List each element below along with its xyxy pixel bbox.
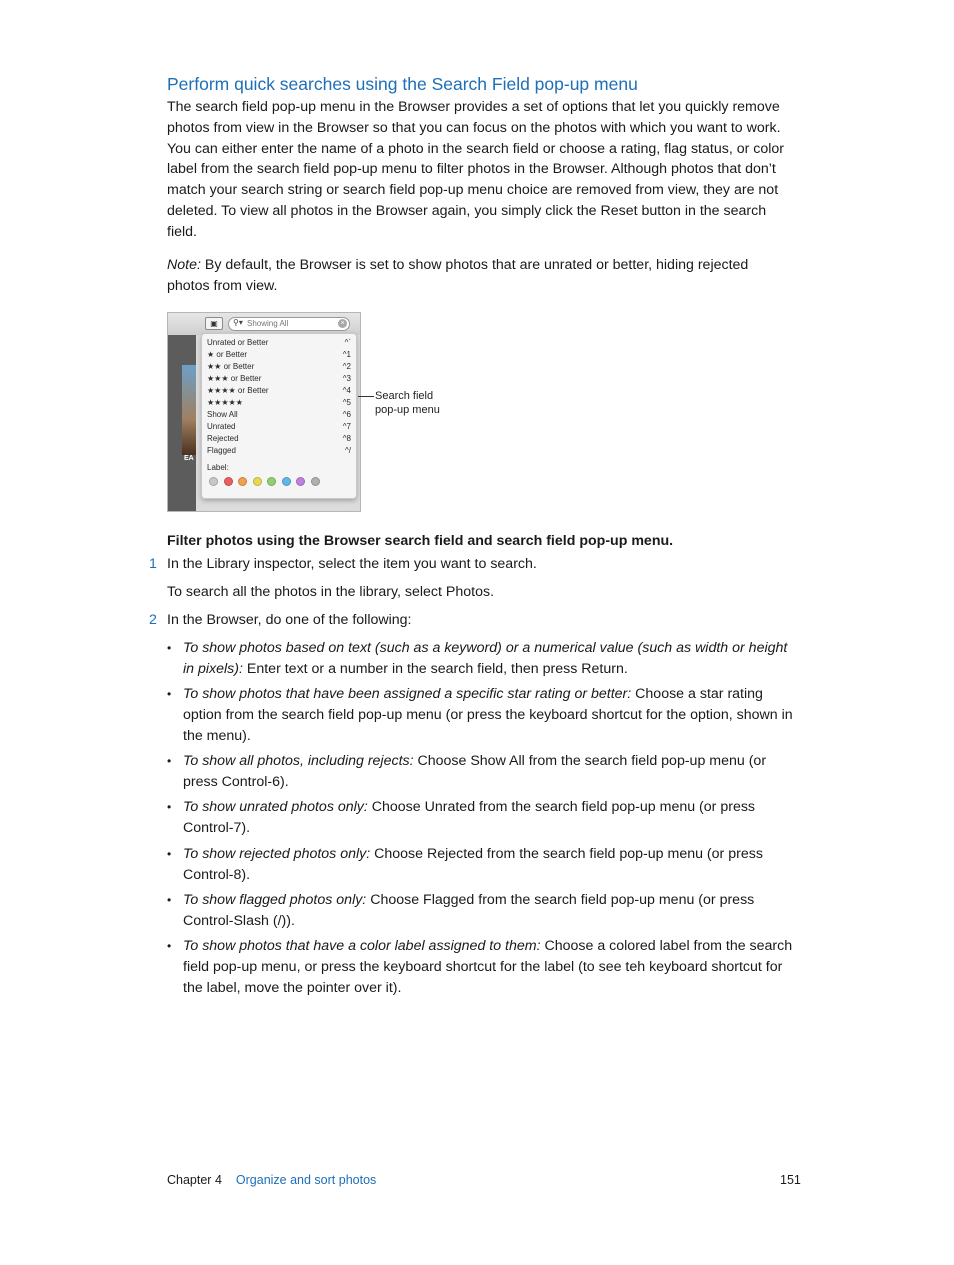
- option-item: [167, 797, 797, 839]
- option-item: [167, 751, 797, 793]
- search-field-text: Showing All: [247, 319, 289, 328]
- option-condition: To show photos based on text (such as a keyword) or a numerical value (such as width or height in pixels):: [183, 640, 788, 677]
- step-number: 2: [149, 612, 157, 628]
- menu-item[interactable]: [207, 349, 351, 361]
- bullet-marker: •: [167, 754, 172, 768]
- bullet-marker: •: [167, 800, 172, 814]
- callout-line-2: pop-up menu: [375, 404, 440, 416]
- menu-item-label: ★★ or Better: [207, 362, 255, 371]
- menu-item-label: Unrated: [207, 422, 236, 431]
- option-condition: To show unrated photos only:: [183, 799, 368, 815]
- color-label-swatch[interactable]: [282, 477, 291, 486]
- color-label-swatch[interactable]: [238, 477, 247, 486]
- bullet-marker: •: [167, 641, 172, 655]
- note-text: By default, the Browser is set to show photos that are unrated or better, hiding rejected photos from view.: [167, 257, 749, 294]
- callout-line: [358, 396, 374, 397]
- photo-label: EA: [184, 455, 194, 462]
- option-instruction: Choose a colored label from the search field pop-up menu, or press the keyboard shortcut for the label (to see teh keyboard shortcut for the label, move the pointer over it).: [183, 938, 793, 996]
- menu-item-label: ★★★★★: [207, 398, 243, 407]
- bullet-marker: •: [167, 939, 172, 953]
- step-text: In the Library inspector, select the item you want to search.: [167, 556, 537, 572]
- option-condition: To show photos that have a color label assigned to them:: [183, 938, 541, 954]
- step-text: In the Browser, do one of the following:: [167, 612, 412, 628]
- color-label-swatch[interactable]: [296, 477, 305, 486]
- option-instruction: Choose Flagged from the search field pop-up menu (or press Control-Slash (/)).: [183, 892, 755, 929]
- task-heading: Filter photos using the Browser search field and search field pop-up menu.: [167, 533, 674, 549]
- option-item: [167, 684, 797, 746]
- bullet-marker: •: [167, 847, 172, 861]
- menu-item-shortcut: ^3: [342, 374, 351, 383]
- page-number: 151: [780, 1173, 801, 1187]
- menu-item-shortcut: ^8: [342, 434, 351, 443]
- menu-item-label: ★★★★ or Better: [207, 386, 269, 395]
- bullet-marker: •: [167, 893, 172, 907]
- filter-icon: ▣: [210, 319, 218, 328]
- filter-hud-button[interactable]: [205, 317, 223, 330]
- menu-item[interactable]: [207, 337, 351, 349]
- menu-item-label: ★★★ or Better: [207, 374, 262, 383]
- menu-item[interactable]: [207, 361, 351, 373]
- option-item: [167, 638, 797, 680]
- menu-item-shortcut: ^`: [344, 338, 351, 347]
- menu-item[interactable]: [207, 373, 351, 385]
- menu-item-shortcut: ^4: [342, 386, 351, 395]
- menu-item-label: Flagged: [207, 446, 236, 455]
- color-label-swatch[interactable]: [224, 477, 233, 486]
- option-item: [167, 936, 797, 998]
- chapter-number: Chapter 4: [167, 1173, 222, 1187]
- step-number: 1: [149, 556, 157, 572]
- color-label-swatch[interactable]: [267, 477, 276, 486]
- menu-item[interactable]: [207, 409, 351, 421]
- color-label-swatch[interactable]: [253, 477, 262, 486]
- option-instruction: Choose Rejected from the search field pop-up menu (or press Control-8).: [183, 846, 763, 883]
- menu-item-shortcut: ^1: [342, 350, 351, 359]
- color-label-swatch[interactable]: [209, 477, 218, 486]
- reset-icon[interactable]: ×: [338, 319, 347, 328]
- option-instruction: Choose Unrated from the search field pop-up menu (or press Control-7).: [183, 799, 756, 836]
- option-instruction: Choose Show All from the search field pop-up menu (or press Control-6).: [183, 753, 767, 790]
- option-instruction: Choose a star rating option from the search field pop-up menu (or press the keyboard shortcut for the option, shown in the menu).: [183, 686, 793, 744]
- menu-item[interactable]: [207, 445, 351, 457]
- step-subtext: To search all the photos in the library, select Photos.: [167, 584, 495, 600]
- menu-item[interactable]: [207, 397, 351, 409]
- option-condition: To show rejected photos only:: [183, 846, 371, 862]
- option-item: [167, 844, 797, 886]
- menu-item[interactable]: [207, 421, 351, 433]
- intro-paragraph: The search field pop-up menu in the Browser provides a set of options that let you quickly remove photos from view in the Browser so that you can focus on the photos with which you want to work. You can either enter the name of a photo in the search field or choose a rating, flag status, or color label from the search field pop-up menu to filter photos in the Browser. Although photos that don’t match your search string or search field pop-up menu choice are removed from view, they are not deleted. To view all photos in the Browser again, you simply click the Reset button in the search field.: [167, 99, 785, 240]
- menu-item-shortcut: ^7: [342, 422, 351, 431]
- search-field[interactable]: [228, 317, 350, 331]
- chapter-title-link[interactable]: Organize and sort photos: [235, 1173, 377, 1187]
- option-condition: To show flagged photos only:: [183, 892, 367, 908]
- search-popup-menu: [201, 333, 357, 499]
- option-item: [167, 890, 797, 932]
- section-heading: Perform quick searches using the Search Field pop-up menu: [167, 74, 638, 94]
- menu-item-shortcut: ^/: [345, 446, 351, 455]
- menu-item-shortcut: ^5: [342, 398, 351, 407]
- photo-thumbnail: [182, 365, 196, 455]
- callout-text: [375, 389, 440, 417]
- color-label-swatch[interactable]: [311, 477, 320, 486]
- option-condition: To show all photos, including rejects:: [183, 753, 414, 769]
- menu-item[interactable]: [207, 385, 351, 397]
- menu-item-label: Rejected: [207, 434, 239, 443]
- menu-item[interactable]: [207, 433, 351, 445]
- menu-item-shortcut: ^6: [342, 410, 351, 419]
- note-label: Note:: [167, 257, 201, 273]
- menu-item-label: Show All: [207, 410, 238, 419]
- footer-chapter: [167, 1173, 376, 1187]
- menu-item-label: Unrated or Better: [207, 338, 269, 347]
- label-heading: Label:: [207, 463, 229, 472]
- bullet-marker: •: [167, 687, 172, 701]
- option-instruction: Enter text or a number in the search field, then press Return.: [242, 660, 628, 677]
- menu-item-label: ★ or Better: [207, 350, 248, 359]
- option-condition: To show photos that have been assigned a specific star rating or better:: [183, 686, 632, 702]
- menu-item-shortcut: ^2: [342, 362, 351, 371]
- note-paragraph: [167, 255, 792, 297]
- search-icon[interactable]: ⚲▾: [233, 318, 243, 327]
- search-field-screenshot: [167, 312, 361, 512]
- callout-line-1: Search field: [375, 390, 434, 402]
